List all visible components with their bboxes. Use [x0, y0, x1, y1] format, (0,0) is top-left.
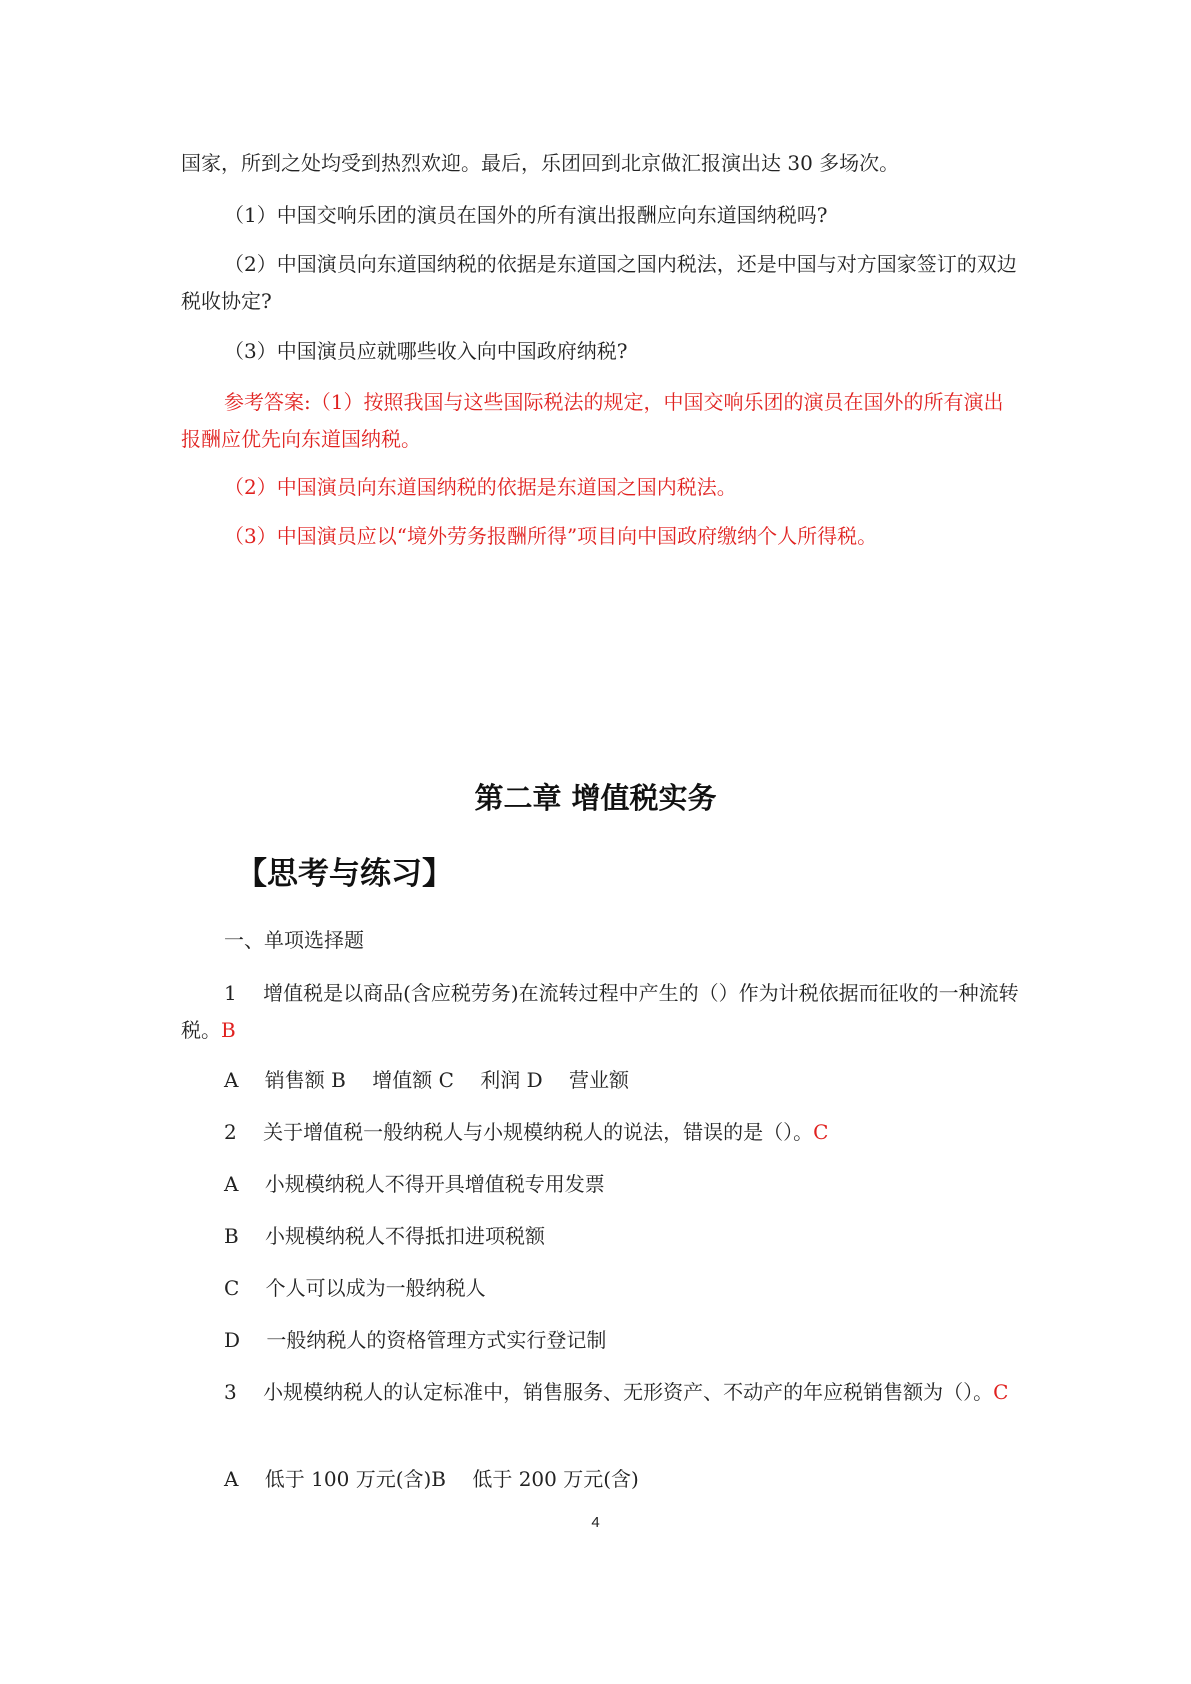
question-3-text: 3 小规模纳税人的认定标准中，销售服务、无形资产、不动产的年应税销售额为（）。: [224, 1380, 994, 1404]
reference-answer-1: 参考答案:（1）按照我国与这些国际税法的规定，中国交响乐团的演员在国外的所有演出报酬应优先向东道国纳税。: [181, 390, 1004, 451]
question-3: [181, 1374, 1019, 1411]
case-question-2: （2）中国演员向东道国纳税的依据是东道国之国内税法，还是中国与对方国家签订的双边税收协定?: [181, 252, 1017, 313]
question-2-text: 2 关于增值税一般纳税人与小规模纳税人的说法，错误的是（）。: [224, 1120, 814, 1144]
question-2: [181, 1114, 1019, 1151]
question-1-options: A 销售额 B 增值额 C 利润 D 营业额: [224, 1068, 629, 1092]
page-number: 4: [591, 1514, 600, 1531]
question-3-options: A 低于 100 万元(含)B 低于 200 万元(含): [224, 1467, 639, 1491]
case-question-1: （1）中国交响乐团的演员在国外的所有演出报酬应向东道国纳税吗?: [224, 203, 828, 227]
paragraph-continuation: 国家，所到之处均受到热烈欢迎。最后，乐团回到北京做汇报演出达 30 多场次。: [181, 151, 900, 175]
reference-answer-3: （3）中国演员应以“境外劳务报酬所得”项目向中国政府缴纳个人所得税。: [224, 524, 878, 548]
chapter-title: 第二章 增值税实务: [474, 781, 717, 815]
question-2-option-b: B 小规模纳税人不得抵扣进项税额: [224, 1224, 546, 1248]
question-1-text: 1 增值税是以商品(含应税劳务)在流转过程中产生的（）作为计税依据而征收的一种流转税。: [181, 981, 1019, 1042]
section-title: 【思考与练习】: [236, 856, 453, 892]
subsection-title: 一、单项选择题: [224, 928, 364, 952]
question-2-option-c: C 个人可以成为一般纳税人: [224, 1276, 486, 1300]
question-2-option-d: D 一般纳税人的资格管理方式实行登记制: [224, 1328, 607, 1352]
question-2-answer: C: [813, 1120, 829, 1144]
question-1: [181, 975, 1019, 1049]
question-3-answer: C: [993, 1380, 1009, 1404]
reference-answer-2: （2）中国演员向东道国纳税的依据是东道国之国内税法。: [224, 475, 737, 499]
case-question-3: （3）中国演员应就哪些收入向中国政府纳税?: [224, 339, 628, 363]
question-2-option-a: A 小规模纳税人不得开具增值税专用发票: [224, 1172, 605, 1196]
question-1-answer: B: [221, 1018, 236, 1042]
